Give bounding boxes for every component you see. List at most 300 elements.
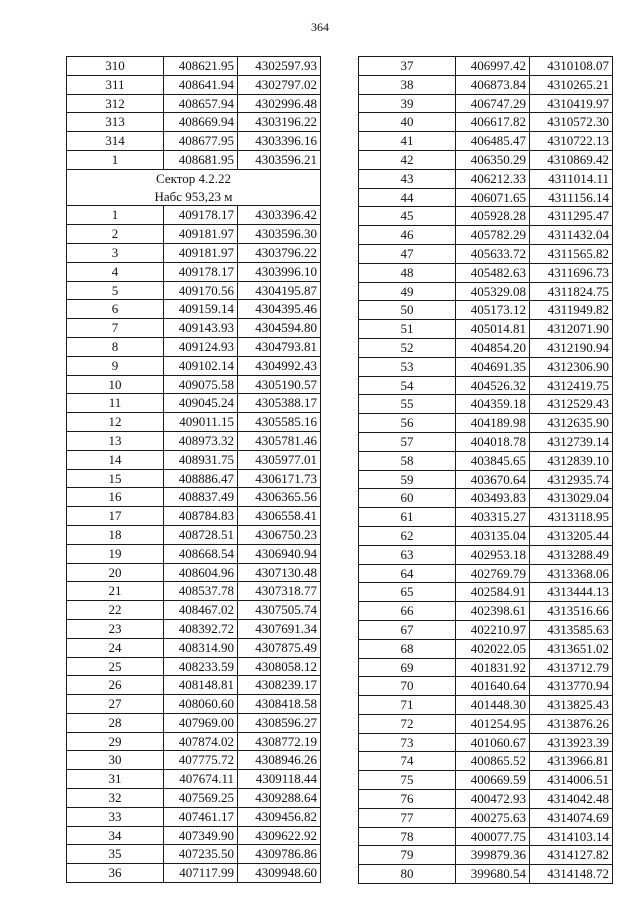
point-number: 9 xyxy=(67,356,164,375)
point-number: 67 xyxy=(359,620,456,639)
y-coordinate: 4314042.48 xyxy=(530,790,613,809)
table-row xyxy=(67,206,321,225)
table-row xyxy=(359,846,613,865)
table-row xyxy=(359,790,613,809)
section-subtitle: Набс 953,23 м xyxy=(67,188,321,206)
x-coordinate: 400669.59 xyxy=(456,771,530,790)
table-row xyxy=(67,319,321,338)
y-coordinate: 4314074.69 xyxy=(530,808,613,827)
y-coordinate: 4308239.17 xyxy=(238,676,321,695)
x-coordinate: 402398.61 xyxy=(456,602,530,621)
x-coordinate: 405782.29 xyxy=(456,226,530,245)
point-number: 72 xyxy=(359,714,456,733)
point-number: 25 xyxy=(67,657,164,676)
x-coordinate: 407461.17 xyxy=(164,807,238,826)
table-row xyxy=(359,376,613,395)
point-number: 70 xyxy=(359,677,456,696)
y-coordinate: 4305190.57 xyxy=(238,375,321,394)
table-row xyxy=(67,300,321,319)
y-coordinate: 4309288.64 xyxy=(238,789,321,808)
right-coordinates-table xyxy=(358,56,613,884)
table-row xyxy=(67,132,321,151)
y-coordinate: 4313118.95 xyxy=(530,508,613,527)
point-number: 312 xyxy=(67,94,164,113)
point-number: 12 xyxy=(67,413,164,432)
table-row xyxy=(359,414,613,433)
point-number: 77 xyxy=(359,808,456,827)
table-row xyxy=(67,394,321,413)
x-coordinate: 403670.64 xyxy=(456,470,530,489)
table-row xyxy=(67,563,321,582)
y-coordinate: 4312306.90 xyxy=(530,357,613,376)
x-coordinate: 401060.67 xyxy=(456,733,530,752)
y-coordinate: 4311565.82 xyxy=(530,244,613,263)
point-number: 73 xyxy=(359,733,456,752)
table-row xyxy=(359,602,613,621)
point-number: 30 xyxy=(67,751,164,770)
y-coordinate: 4304195.87 xyxy=(238,281,321,300)
point-number: 41 xyxy=(359,132,456,151)
table-row xyxy=(359,263,613,282)
table-row xyxy=(67,375,321,394)
point-number: 55 xyxy=(359,395,456,414)
x-coordinate: 405173.12 xyxy=(456,301,530,320)
table-row xyxy=(359,733,613,752)
y-coordinate: 4310869.42 xyxy=(530,150,613,169)
table-row xyxy=(359,432,613,451)
y-coordinate: 4311824.75 xyxy=(530,282,613,301)
table-row xyxy=(67,845,321,864)
x-coordinate: 407349.90 xyxy=(164,826,238,845)
y-coordinate: 4312190.94 xyxy=(530,338,613,357)
table-row xyxy=(359,282,613,301)
x-coordinate: 404018.78 xyxy=(456,432,530,451)
x-coordinate: 409011.15 xyxy=(164,413,238,432)
section-header-row xyxy=(67,169,321,187)
y-coordinate: 4311156.14 xyxy=(530,188,613,207)
x-coordinate: 409181.97 xyxy=(164,243,238,262)
point-number: 4 xyxy=(67,262,164,281)
left-table-body-after-section xyxy=(67,206,321,883)
y-coordinate: 4314148.72 xyxy=(530,865,613,884)
table-row xyxy=(359,696,613,715)
y-coordinate: 4311432.04 xyxy=(530,226,613,245)
table-row xyxy=(359,526,613,545)
x-coordinate: 403845.65 xyxy=(456,451,530,470)
x-coordinate: 409181.97 xyxy=(164,225,238,244)
table-row xyxy=(359,677,613,696)
y-coordinate: 4313516.66 xyxy=(530,602,613,621)
point-number: 29 xyxy=(67,732,164,751)
table-row xyxy=(67,281,321,300)
y-coordinate: 4313205.44 xyxy=(530,526,613,545)
x-coordinate: 408677.95 xyxy=(164,132,238,151)
point-number: 61 xyxy=(359,508,456,527)
x-coordinate: 409159.14 xyxy=(164,300,238,319)
point-number: 6 xyxy=(67,300,164,319)
point-number: 37 xyxy=(359,57,456,76)
y-coordinate: 4308596.27 xyxy=(238,713,321,732)
x-coordinate: 404359.18 xyxy=(456,395,530,414)
table-row xyxy=(359,639,613,658)
x-coordinate: 402584.91 xyxy=(456,583,530,602)
y-coordinate: 4309456.82 xyxy=(238,807,321,826)
x-coordinate: 409178.17 xyxy=(164,206,238,225)
x-coordinate: 409045.24 xyxy=(164,394,238,413)
x-coordinate: 400865.52 xyxy=(456,752,530,771)
table-row xyxy=(67,507,321,526)
table-row xyxy=(359,620,613,639)
y-coordinate: 4306750.23 xyxy=(238,525,321,544)
point-number: 14 xyxy=(67,450,164,469)
y-coordinate: 4313585.63 xyxy=(530,620,613,639)
table-row xyxy=(67,413,321,432)
y-coordinate: 4306365.56 xyxy=(238,488,321,507)
y-coordinate: 4313825.43 xyxy=(530,696,613,715)
point-number: 24 xyxy=(67,638,164,657)
table-row xyxy=(359,827,613,846)
y-coordinate: 4304793.81 xyxy=(238,337,321,356)
x-coordinate: 402769.79 xyxy=(456,564,530,583)
point-number: 26 xyxy=(67,676,164,695)
y-coordinate: 4313712.79 xyxy=(530,658,613,677)
x-coordinate: 402022.05 xyxy=(456,639,530,658)
y-coordinate: 4303596.30 xyxy=(238,225,321,244)
x-coordinate: 408728.51 xyxy=(164,525,238,544)
x-coordinate: 409102.14 xyxy=(164,356,238,375)
point-number: 58 xyxy=(359,451,456,470)
point-number: 63 xyxy=(359,545,456,564)
y-coordinate: 4306558.41 xyxy=(238,507,321,526)
point-number: 50 xyxy=(359,301,456,320)
y-coordinate: 4307130.48 xyxy=(238,563,321,582)
table-row xyxy=(67,544,321,563)
point-number: 71 xyxy=(359,696,456,715)
y-coordinate: 4308772.19 xyxy=(238,732,321,751)
y-coordinate: 4313368.06 xyxy=(530,564,613,583)
point-number: 7 xyxy=(67,319,164,338)
point-number: 78 xyxy=(359,827,456,846)
x-coordinate: 401831.92 xyxy=(456,658,530,677)
y-coordinate: 4306940.94 xyxy=(238,544,321,563)
point-number: 17 xyxy=(67,507,164,526)
table-row xyxy=(359,771,613,790)
x-coordinate: 405014.81 xyxy=(456,320,530,339)
x-coordinate: 406350.29 xyxy=(456,150,530,169)
point-number: 79 xyxy=(359,846,456,865)
x-coordinate: 408467.02 xyxy=(164,601,238,620)
table-row xyxy=(67,826,321,845)
table-row xyxy=(359,57,613,76)
point-number: 69 xyxy=(359,658,456,677)
point-number: 10 xyxy=(67,375,164,394)
x-coordinate: 406071.65 xyxy=(456,188,530,207)
table-row xyxy=(67,469,321,488)
point-number: 35 xyxy=(67,845,164,864)
y-coordinate: 4302996.48 xyxy=(238,94,321,113)
table-row xyxy=(67,789,321,808)
x-coordinate: 399680.54 xyxy=(456,865,530,884)
y-coordinate: 4306171.73 xyxy=(238,469,321,488)
y-coordinate: 4304594.80 xyxy=(238,319,321,338)
y-coordinate: 4313923.39 xyxy=(530,733,613,752)
x-coordinate: 404854.20 xyxy=(456,338,530,357)
y-coordinate: 4305388.17 xyxy=(238,394,321,413)
x-coordinate: 407569.25 xyxy=(164,789,238,808)
x-coordinate: 408837.49 xyxy=(164,488,238,507)
point-number: 311 xyxy=(67,75,164,94)
table-row xyxy=(67,638,321,657)
y-coordinate: 4309948.60 xyxy=(238,864,321,883)
y-coordinate: 4307505.74 xyxy=(238,601,321,620)
table-row xyxy=(359,470,613,489)
table-row xyxy=(359,752,613,771)
table-row xyxy=(67,225,321,244)
y-coordinate: 4304992.43 xyxy=(238,356,321,375)
x-coordinate: 408314.90 xyxy=(164,638,238,657)
x-coordinate: 406617.82 xyxy=(456,113,530,132)
x-coordinate: 408060.60 xyxy=(164,695,238,714)
table-row xyxy=(67,488,321,507)
point-number: 60 xyxy=(359,489,456,508)
point-number: 53 xyxy=(359,357,456,376)
table-row xyxy=(359,75,613,94)
table-row xyxy=(67,807,321,826)
y-coordinate: 4313770.94 xyxy=(530,677,613,696)
x-coordinate: 408641.94 xyxy=(164,75,238,94)
point-number: 3 xyxy=(67,243,164,262)
table-row xyxy=(359,865,613,884)
table-row xyxy=(359,395,613,414)
table-row xyxy=(359,357,613,376)
x-coordinate: 400275.63 xyxy=(456,808,530,827)
table-row xyxy=(67,770,321,789)
point-number: 49 xyxy=(359,282,456,301)
y-coordinate: 4303396.16 xyxy=(238,132,321,151)
y-coordinate: 4312839.10 xyxy=(530,451,613,470)
y-coordinate: 4311014.11 xyxy=(530,169,613,188)
table-row xyxy=(359,545,613,564)
y-coordinate: 4303996.10 xyxy=(238,262,321,281)
x-coordinate: 408886.47 xyxy=(164,469,238,488)
y-coordinate: 4314127.82 xyxy=(530,846,613,865)
point-number: 5 xyxy=(67,281,164,300)
table-row xyxy=(67,75,321,94)
point-number: 43 xyxy=(359,169,456,188)
x-coordinate: 406212.33 xyxy=(456,169,530,188)
point-number: 313 xyxy=(67,113,164,132)
x-coordinate: 407775.72 xyxy=(164,751,238,770)
point-number: 59 xyxy=(359,470,456,489)
y-coordinate: 4313444.13 xyxy=(530,583,613,602)
point-number: 22 xyxy=(67,601,164,620)
point-number: 46 xyxy=(359,226,456,245)
x-coordinate: 403315.27 xyxy=(456,508,530,527)
point-number: 32 xyxy=(67,789,164,808)
point-number: 80 xyxy=(359,865,456,884)
point-number: 21 xyxy=(67,582,164,601)
point-number: 310 xyxy=(67,57,164,76)
y-coordinate: 4310722.13 xyxy=(530,132,613,151)
table-row xyxy=(359,244,613,263)
y-coordinate: 4308058.12 xyxy=(238,657,321,676)
point-number: 75 xyxy=(359,771,456,790)
point-number: 19 xyxy=(67,544,164,563)
x-coordinate: 408604.96 xyxy=(164,563,238,582)
x-coordinate: 409170.56 xyxy=(164,281,238,300)
table-row xyxy=(67,582,321,601)
x-coordinate: 405928.28 xyxy=(456,207,530,226)
x-coordinate: 408148.81 xyxy=(164,676,238,695)
y-coordinate: 4309622.92 xyxy=(238,826,321,845)
x-coordinate: 409178.17 xyxy=(164,262,238,281)
x-coordinate: 408668.54 xyxy=(164,544,238,563)
x-coordinate: 408973.32 xyxy=(164,431,238,450)
x-coordinate: 405482.63 xyxy=(456,263,530,282)
point-number: 66 xyxy=(359,602,456,621)
point-number: 31 xyxy=(67,770,164,789)
x-coordinate: 403135.04 xyxy=(456,526,530,545)
point-number: 1 xyxy=(67,150,164,169)
point-number: 33 xyxy=(67,807,164,826)
left-coordinates-table xyxy=(66,56,321,883)
point-number: 54 xyxy=(359,376,456,395)
x-coordinate: 404526.32 xyxy=(456,376,530,395)
x-coordinate: 401640.64 xyxy=(456,677,530,696)
x-coordinate: 400077.75 xyxy=(456,827,530,846)
table-row xyxy=(359,808,613,827)
y-coordinate: 4303196.22 xyxy=(238,113,321,132)
table-row xyxy=(359,207,613,226)
x-coordinate: 408681.95 xyxy=(164,150,238,169)
x-coordinate: 402953.18 xyxy=(456,545,530,564)
x-coordinate: 408392.72 xyxy=(164,619,238,638)
table-row xyxy=(67,695,321,714)
table-row xyxy=(359,132,613,151)
point-number: 13 xyxy=(67,431,164,450)
x-coordinate: 408233.59 xyxy=(164,657,238,676)
y-coordinate: 4313876.26 xyxy=(530,714,613,733)
y-coordinate: 4307318.77 xyxy=(238,582,321,601)
point-number: 36 xyxy=(67,864,164,883)
x-coordinate: 399879.36 xyxy=(456,846,530,865)
point-number: 11 xyxy=(67,394,164,413)
x-coordinate: 408784.83 xyxy=(164,507,238,526)
point-number: 2 xyxy=(67,225,164,244)
table-row xyxy=(67,713,321,732)
table-row xyxy=(67,657,321,676)
table-row xyxy=(359,226,613,245)
x-coordinate: 406747.29 xyxy=(456,94,530,113)
point-number: 56 xyxy=(359,414,456,433)
y-coordinate: 4314006.51 xyxy=(530,771,613,790)
x-coordinate: 405329.08 xyxy=(456,282,530,301)
y-coordinate: 4308946.26 xyxy=(238,751,321,770)
table-row xyxy=(359,301,613,320)
y-coordinate: 4313029.04 xyxy=(530,489,613,508)
point-number: 15 xyxy=(67,469,164,488)
table-row xyxy=(359,508,613,527)
table-row xyxy=(359,489,613,508)
x-coordinate: 404691.35 xyxy=(456,357,530,376)
point-number: 23 xyxy=(67,619,164,638)
point-number: 38 xyxy=(359,75,456,94)
y-coordinate: 4311949.82 xyxy=(530,301,613,320)
point-number: 39 xyxy=(359,94,456,113)
x-coordinate: 407117.99 xyxy=(164,864,238,883)
table-row xyxy=(67,94,321,113)
y-coordinate: 4313288.49 xyxy=(530,545,613,564)
point-number: 74 xyxy=(359,752,456,771)
table-row xyxy=(359,583,613,602)
table-row xyxy=(67,525,321,544)
table-row xyxy=(67,864,321,883)
point-number: 18 xyxy=(67,525,164,544)
point-number: 16 xyxy=(67,488,164,507)
table-row xyxy=(67,450,321,469)
y-coordinate: 4305585.16 xyxy=(238,413,321,432)
y-coordinate: 4312739.14 xyxy=(530,432,613,451)
point-number: 62 xyxy=(359,526,456,545)
point-number: 8 xyxy=(67,337,164,356)
point-number: 27 xyxy=(67,695,164,714)
y-coordinate: 4311696.73 xyxy=(530,263,613,282)
table-row xyxy=(359,150,613,169)
table-row xyxy=(67,337,321,356)
y-coordinate: 4310572.30 xyxy=(530,113,613,132)
x-coordinate: 407969.00 xyxy=(164,713,238,732)
y-coordinate: 4313966.81 xyxy=(530,752,613,771)
section-title: Сектор 4.2.22 xyxy=(67,169,321,187)
y-coordinate: 4310108.07 xyxy=(530,57,613,76)
x-coordinate: 408931.75 xyxy=(164,450,238,469)
table-row xyxy=(67,150,321,169)
x-coordinate: 401448.30 xyxy=(456,696,530,715)
point-number: 65 xyxy=(359,583,456,602)
point-number: 45 xyxy=(359,207,456,226)
table-row xyxy=(67,356,321,375)
x-coordinate: 406997.42 xyxy=(456,57,530,76)
y-coordinate: 4303796.22 xyxy=(238,243,321,262)
table-row xyxy=(359,338,613,357)
point-number: 57 xyxy=(359,432,456,451)
left-table-section-header xyxy=(67,169,321,206)
table-row xyxy=(359,564,613,583)
x-coordinate: 404189.98 xyxy=(456,414,530,433)
point-number: 51 xyxy=(359,320,456,339)
table-row xyxy=(67,431,321,450)
x-coordinate: 408537.78 xyxy=(164,582,238,601)
x-coordinate: 408657.94 xyxy=(164,94,238,113)
y-coordinate: 4311295.47 xyxy=(530,207,613,226)
y-coordinate: 4309786.86 xyxy=(238,845,321,864)
y-coordinate: 4312635.90 xyxy=(530,414,613,433)
x-coordinate: 407874.02 xyxy=(164,732,238,751)
table-row xyxy=(67,243,321,262)
x-coordinate: 400472.93 xyxy=(456,790,530,809)
table-row xyxy=(67,262,321,281)
point-number: 52 xyxy=(359,338,456,357)
y-coordinate: 4310265.21 xyxy=(530,75,613,94)
x-coordinate: 401254.95 xyxy=(456,714,530,733)
table-row xyxy=(67,676,321,695)
table-row xyxy=(359,169,613,188)
x-coordinate: 409075.58 xyxy=(164,375,238,394)
point-number: 48 xyxy=(359,263,456,282)
table-row xyxy=(67,619,321,638)
table-row xyxy=(359,188,613,207)
table-row xyxy=(67,57,321,76)
